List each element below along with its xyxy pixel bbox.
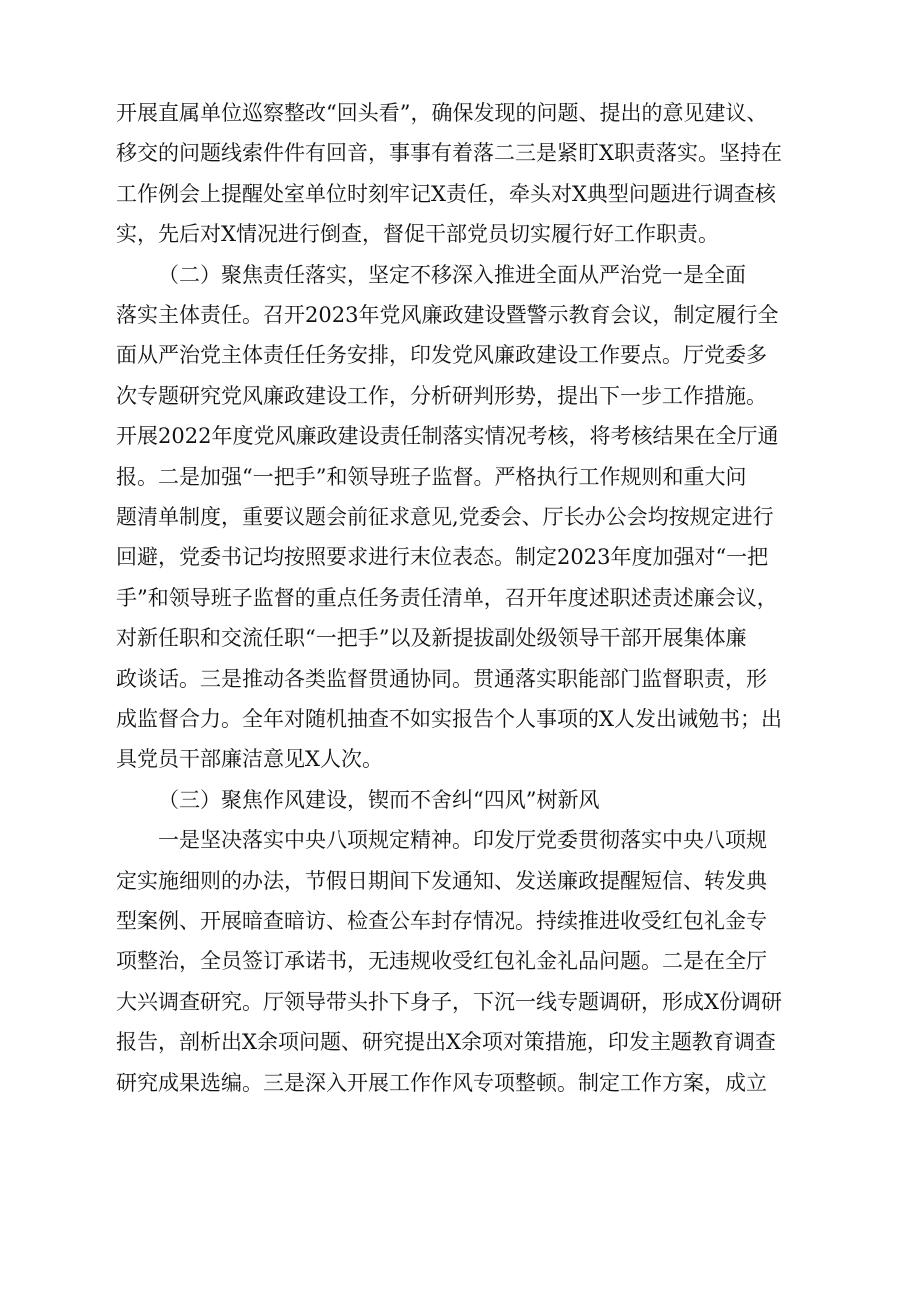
paragraph-line: 定实施细则的办法，节假日期间下发通知、发送廉政提醒短信、转发典 xyxy=(116,868,767,893)
paragraph-line: （二）聚焦责任落实，坚定不移深入推进全面从严治党一是全面 xyxy=(158,262,746,287)
paragraph-line: 报。二是加强“一把手”和领导班子监督。严格执行工作规则和重大问 xyxy=(116,464,747,489)
paragraph-line: 大兴调查研究。厅领导带头扑下身子，下沉一线专题调研，形成X份调研 xyxy=(116,989,782,1014)
paragraph-line: 手”和领导班子监督的重点任务责任清单，召开年度述职述责述廉会议， xyxy=(116,585,778,610)
paragraph-line: 面从严治党主体责任任务安排，印发党风廉政建设工作要点。厅党委多 xyxy=(116,343,767,368)
paragraph-line: 对新任职和交流任职“一把手”以及新提拔副处级领导干部开展集体廉 xyxy=(116,626,747,651)
paragraph-line: 移交的问题线索件件有回音，事事有着落二三是紧盯X职责落实。坚持在 xyxy=(116,141,782,166)
paragraph-line: （三）聚焦作风建设，锲而不舍纠“四风”树新风 xyxy=(158,787,600,812)
paragraph-line: 政谈话。三是推动各类监督贯通协同。贯通落实职能部门监督职责，形 xyxy=(116,666,767,691)
paragraph-line: 题清单制度，重要议题会前征求意见,党委会、厅长办公会均按规定进行 xyxy=(116,505,774,529)
paragraph-line: 项整治，全员签订承诺书，无违规收受红包礼金礼品问题。二是在全厅 xyxy=(116,949,767,974)
paragraph-line: 开展直属单位巡察整改“回头看”，确保发现的问题、提出的意见建议、 xyxy=(116,101,768,125)
paragraph-line: 成监督合力。全年对随机抽查不如实报告个人事项的X人发出诫勉书；出 xyxy=(116,707,782,731)
paragraph-line: 具党员干部廉洁意见X人次。 xyxy=(116,747,383,772)
paragraph-line: 报告，剖析出X余项问题、研究提出X余项对策措施，印发主题教育调查 xyxy=(116,1030,776,1055)
paragraph-line: 开展2022年度党风廉政建设责任制落实情况考核，将考核结果在全厅通 xyxy=(116,424,779,449)
paragraph-line: 一是坚决落实中央八项规定精神。印发厅党委贯彻落实中央八项规 xyxy=(158,828,767,853)
paragraph-line: 实，先后对X情况进行倒查，督促干部党员切实履行好工作职责。 xyxy=(116,222,719,247)
paragraph-line: 型案例、开展暗查暗访、检查公车封存情况。持续推进收受红包礼金专 xyxy=(116,909,767,933)
paragraph-line: 次专题研究党风廉政建设工作，分析研判形势，提出下一步工作措施。 xyxy=(116,383,767,408)
paragraph-line: 回避，党委书记均按照要求进行末位表态。制定2023年度加强对“一把 xyxy=(116,545,769,570)
paragraph-line: 工作例会上提醒处室单位时刻牢记X责任，牵头对X典型问题进行调查核 xyxy=(116,181,776,206)
paragraph-line: 研究成果选编。三是深入开展工作作风专项整顿。制定工作方案，成立 xyxy=(116,1070,767,1095)
paragraph-line: 落实主体责任。召开2023年党风廉政建设暨警示教育会议，制定履行全 xyxy=(116,303,779,327)
